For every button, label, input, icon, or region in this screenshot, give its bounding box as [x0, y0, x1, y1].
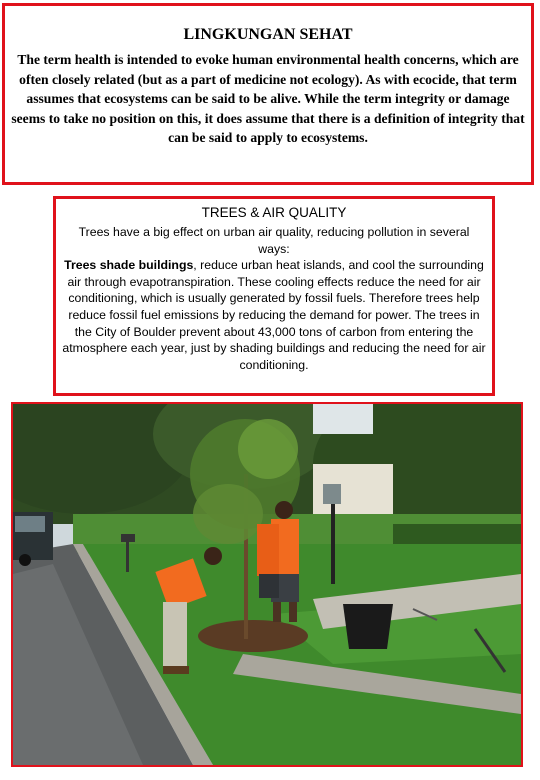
- lingkungan-sehat-box: [2, 3, 534, 185]
- bold-lead: Trees shade buildings: [64, 258, 194, 273]
- section-title: LINGKUNGAN SEHAT: [183, 26, 353, 43]
- section-body: [62, 224, 486, 373]
- tree-planting-photo: [11, 402, 523, 767]
- intro-text: Trees have a big effect on urban air quality, reducing pollution in several ways:: [78, 225, 470, 256]
- section-paragraph: The term health is intended to evoke human environmental health concerns, which are often closely related (but as a part of medicine not ecology). As with ecocide, that term assumes that ecosystems can be said to be alive. While the term integrity or damage seems to take no position on this, it does assume that there is a definition of integrity that can be said to apply to ecosystems.: [11, 52, 525, 145]
- photo-illustration: [13, 404, 521, 765]
- section-paragraph: , reduce urban heat islands, and cool the surrounding air through evapotranspiration. These cooling effects reduce the need for air conditioning, which is usually generated by fossil fuels. Therefore trees help reduce fossil fuel emissions by reducing the demand for power. The trees in the City of Boulder prevent about 43,000 tons of carbon from entering the atmosphere each year, just by shading buildings and reducing the need for air conditioning.: [62, 258, 486, 372]
- trees-air-quality-box: [53, 196, 495, 396]
- section-title: TREES & AIR QUALITY: [201, 205, 347, 220]
